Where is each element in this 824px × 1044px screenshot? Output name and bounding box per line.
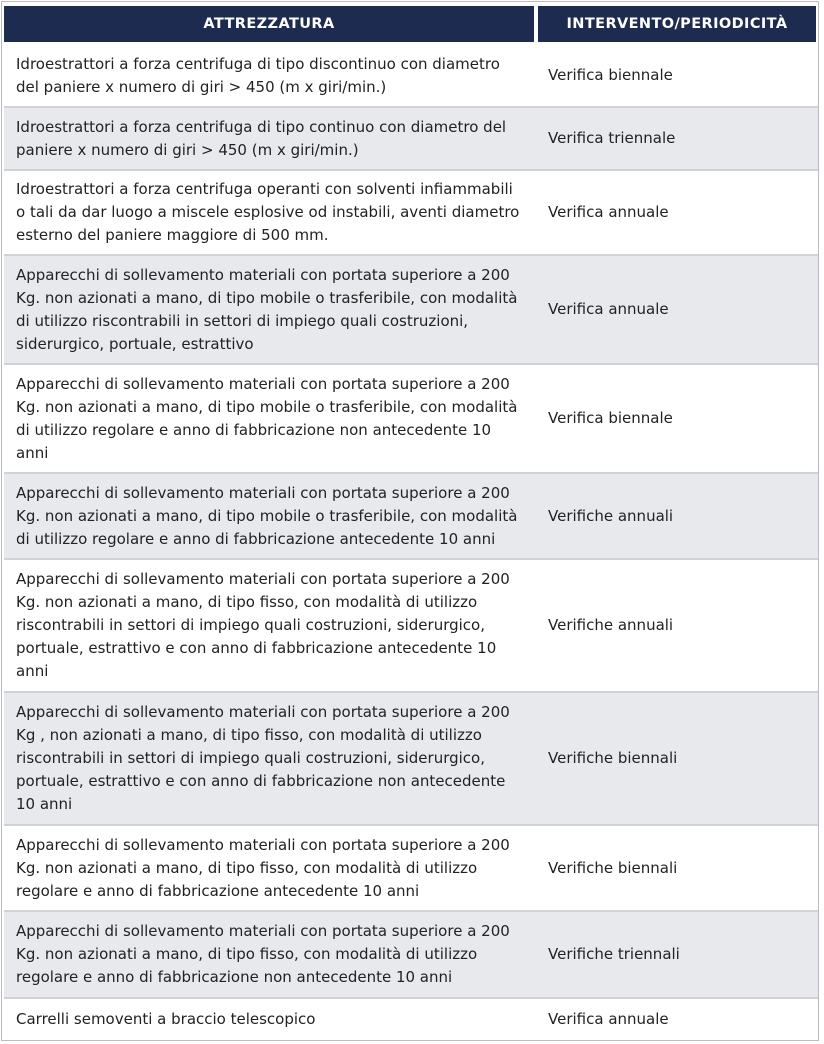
row-equipment: Apparecchi di sollevamento materiali con portata superiore a 200 Kg. non azionati a mano, di tipo fisso, con modalità di utilizzo regolare e anno di fabbricazione antecedente 10 anni [16,835,510,900]
row-interval: Verifica annuale [548,1009,669,1028]
row-equipment: Idroestrattori a forza centrifuga di tipo continuo con diametro del paniere x numero di giri > 450 (m x giri/min.) [16,117,507,159]
row-equipment: Apparecchi di sollevamento materiali con portata superiore a 200 Kg. non azionati a mano, di tipo fisso, con modalità di utilizzo riscontrabili in settori di impiego quali costruzioni, siderurgico, portuale, estrattivo e con anno di fabbricazione antecedente 10 anni [16,570,510,680]
table-row [4,560,818,691]
header-equipment: ATTREZZATURA [4,6,534,42]
row-interval: Verifica annuale [548,300,669,318]
row-interval: Verifiche annuali [548,506,674,525]
row-interval: Verifica biennale [548,409,673,427]
row-interval: Verifica annuale [548,203,669,221]
table-row [4,365,818,472]
table-row [4,999,818,1039]
row-equipment: Apparecchi di sollevamento materiali con portata superiore a 200 Kg. non azionati a mano, di tipo mobile o trasferibile, con modalità di utilizzo regolare e anno di fabbricazione antecedente 10 anni [16,483,518,548]
table-header [4,6,816,42]
row-equipment: Apparecchi di sollevamento materiali con portata superiore a 200 Kg. non azionati a mano, di tipo fisso, con modalità di utilizzo regolare e anno di fabbricazione non antecedente 10 anni [16,922,510,986]
table-row [4,108,818,169]
table-row [4,256,818,363]
row-interval: Verifica triennale [548,129,676,147]
table-row [4,45,818,106]
row-equipment: Apparecchi di sollevamento materiali con portata superiore a 200 Kg. non azionati a mano, di tipo mobile o trasferibile, con modalità di utilizzo regolare e anno di fabbricazione non antecedente 10 anni [16,374,518,462]
row-equipment: Idroestrattori a forza centrifuga operanti con solventi infiammabili o tali da dar luogo a miscele esplosive od instabili, aventi diametro esterno del paniere maggiore di 500 mm. [16,180,520,244]
row-interval: Verifica biennale [548,66,673,84]
row-interval: Verifiche triennali [548,945,680,963]
row-equipment: Apparecchi di sollevamento materiali con portata superiore a 200 Kg. non azionati a mano, di tipo mobile o trasferibile, con modalità di utilizzo riscontrabili in settori di impiego quali costruzioni, siderurgico, portuale, estrattivo [16,265,518,353]
row-equipment: Apparecchi di sollevamento materiali con portata superiore a 200 Kg , non azionati a mano, di tipo fisso, con modalità di utilizzo riscontrabili in settori di impiego quali costruzioni, siderurgico, portuale, estrattivo e con anno di fabbricazione non antecedente 10 anni [16,703,510,813]
table-row [4,171,818,254]
row-equipment: Carrelli semoventi a braccio telescopico [16,1009,316,1028]
row-interval: Verifiche annuali [548,616,674,634]
header-interval: INTERVENTO/PERIODICITÀ [538,6,816,42]
table-row [4,912,818,997]
row-interval: Verifiche biennali [548,858,678,877]
row-interval: Verifiche biennali [548,749,678,767]
table-row [4,693,818,824]
table-row [4,826,818,910]
row-equipment: Idroestrattori a forza centrifuga di tipo discontinuo con diametro del paniere x numero di giri > 450 (m x giri/min.) [16,54,500,96]
table-row [4,474,818,558]
